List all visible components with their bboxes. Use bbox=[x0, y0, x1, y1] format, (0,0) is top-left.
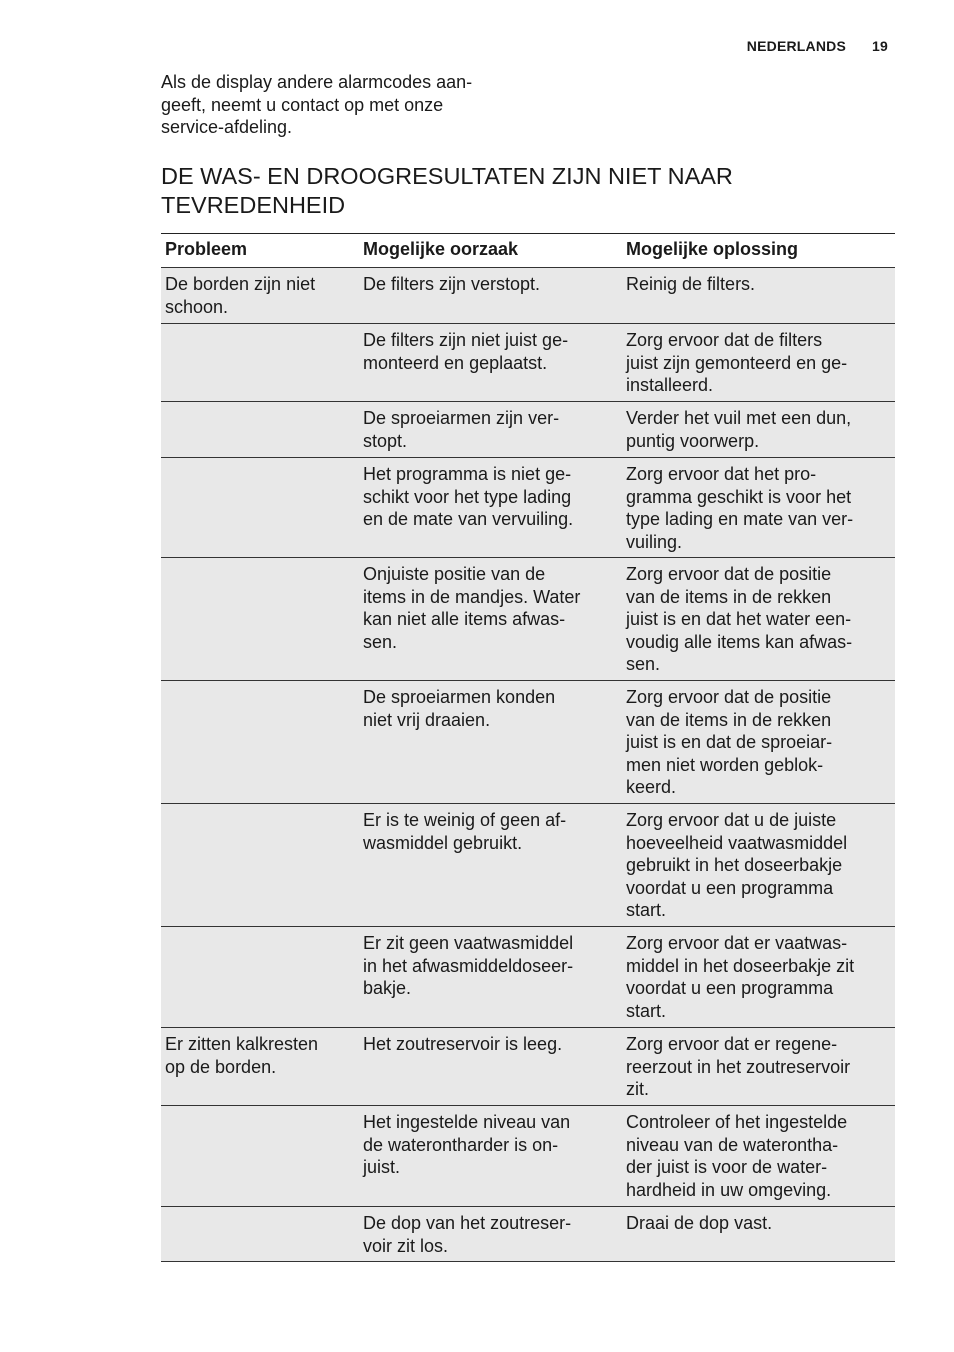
table-row bbox=[161, 458, 895, 558]
column-header-oorzaak: Mogelijke oorzaak bbox=[363, 239, 519, 259]
cell-oorzaak: De filters zijn niet juist ge- monteerd en geplaatst. bbox=[363, 330, 569, 373]
cell-oplossing: Verder het vuil met een dun, puntig voorwerp. bbox=[626, 408, 852, 451]
cell-oorzaak: De filters zijn verstopt. bbox=[363, 274, 541, 294]
cell-oplossing: Zorg ervoor dat de positie van de items in de rekken juist is en dat het water een- voudig alle items kan afwas- sen. bbox=[626, 564, 853, 674]
cell-oplossing: Zorg ervoor dat de filters juist zijn gemonteerd en ge- installeerd. bbox=[626, 330, 848, 395]
cell-probleem bbox=[161, 1207, 359, 1261]
page-number: 19 bbox=[872, 38, 888, 54]
header-language: NEDERLANDS bbox=[746, 38, 847, 54]
cell-oorzaak: Er is te weinig of geen af- wasmiddel gebruikt. bbox=[363, 810, 567, 853]
cell-oorzaak: Het zoutreservoir is leeg. bbox=[363, 1034, 563, 1054]
cell-oplossing: Zorg ervoor dat u de juiste hoeveelheid vaatwasmiddel gebruikt in het doseerbakje voordat u een programma start. bbox=[626, 810, 848, 920]
cell-probleem bbox=[161, 458, 359, 557]
page-header bbox=[747, 38, 888, 54]
cell-oplossing: Draai de dop vast. bbox=[626, 1213, 773, 1233]
table-row bbox=[161, 804, 895, 927]
table-row bbox=[161, 1106, 895, 1207]
column-header-probleem: Probleem bbox=[165, 239, 248, 259]
table-row bbox=[161, 402, 895, 458]
cell-oplossing: Reinig de filters. bbox=[626, 274, 756, 294]
table-header-row bbox=[161, 234, 895, 268]
cell-probleem bbox=[161, 804, 359, 926]
cell-oplossing: Zorg ervoor dat het pro- gramma geschikt is voor het type lading en mate van ver- vuiling. bbox=[626, 464, 854, 552]
section-title: DE WAS- EN DROOGRESULTATEN ZIJN NIET NAAR TEVREDENHEID bbox=[161, 163, 733, 218]
cell-oorzaak: Onjuiste positie van de items in de mandjes. Water kan niet alle items afwas- sen. bbox=[363, 564, 581, 652]
cell-probleem bbox=[161, 1106, 359, 1206]
cell-oorzaak: De sproeiarmen konden niet vrij draaien. bbox=[363, 687, 556, 730]
table-row bbox=[161, 1207, 895, 1262]
table-row bbox=[161, 324, 895, 402]
cell-probleem bbox=[161, 402, 359, 457]
troubleshooting-table bbox=[161, 233, 895, 1262]
cell-probleem bbox=[161, 324, 359, 401]
cell-oorzaak: Er zit geen vaatwasmiddel in het afwasmiddeldoseer- bakje. bbox=[363, 933, 574, 998]
cell-probleem: De borden zijn niet schoon. bbox=[165, 274, 316, 317]
cell-probleem: Er zitten kalkresten op de borden. bbox=[165, 1034, 319, 1077]
cell-oplossing: Zorg ervoor dat de positie van de items in de rekken juist is en dat de sproeiar- men niet worden geblok- keerd. bbox=[626, 687, 833, 797]
cell-oplossing: Zorg ervoor dat er vaatwas- middel in het doseerbakje zit voordat u een programma start. bbox=[626, 933, 855, 1021]
table-row bbox=[161, 1028, 895, 1106]
cell-oplossing: Controleer of het ingestelde niveau van de waterontha- der juist is voor de water- hardheid in uw omgeving. bbox=[626, 1112, 848, 1200]
table-row bbox=[161, 927, 895, 1028]
column-header-oplossing: Mogelijke oplossing bbox=[626, 239, 799, 259]
cell-probleem bbox=[161, 681, 359, 803]
cell-oorzaak: De dop van het zoutreser- voir zit los. bbox=[363, 1213, 572, 1256]
intro-paragraph: Als de display andere alarmcodes aan- geeft, neemt u contact op met onze service-afdeling. bbox=[161, 72, 473, 137]
cell-oorzaak: De sproeiarmen zijn ver- stopt. bbox=[363, 408, 560, 451]
cell-oplossing: Zorg ervoor dat er regene- reerzout in het zoutreservoir zit. bbox=[626, 1034, 851, 1099]
table-row bbox=[161, 268, 895, 324]
table-row bbox=[161, 558, 895, 681]
cell-oorzaak: Het ingestelde niveau van de waterontharder is on- juist. bbox=[363, 1112, 571, 1177]
cell-probleem bbox=[161, 558, 359, 680]
cell-probleem bbox=[161, 927, 359, 1027]
table-row bbox=[161, 681, 895, 804]
cell-oorzaak: Het programma is niet ge- schikt voor het type lading en de mate van vervuiling. bbox=[363, 464, 574, 529]
